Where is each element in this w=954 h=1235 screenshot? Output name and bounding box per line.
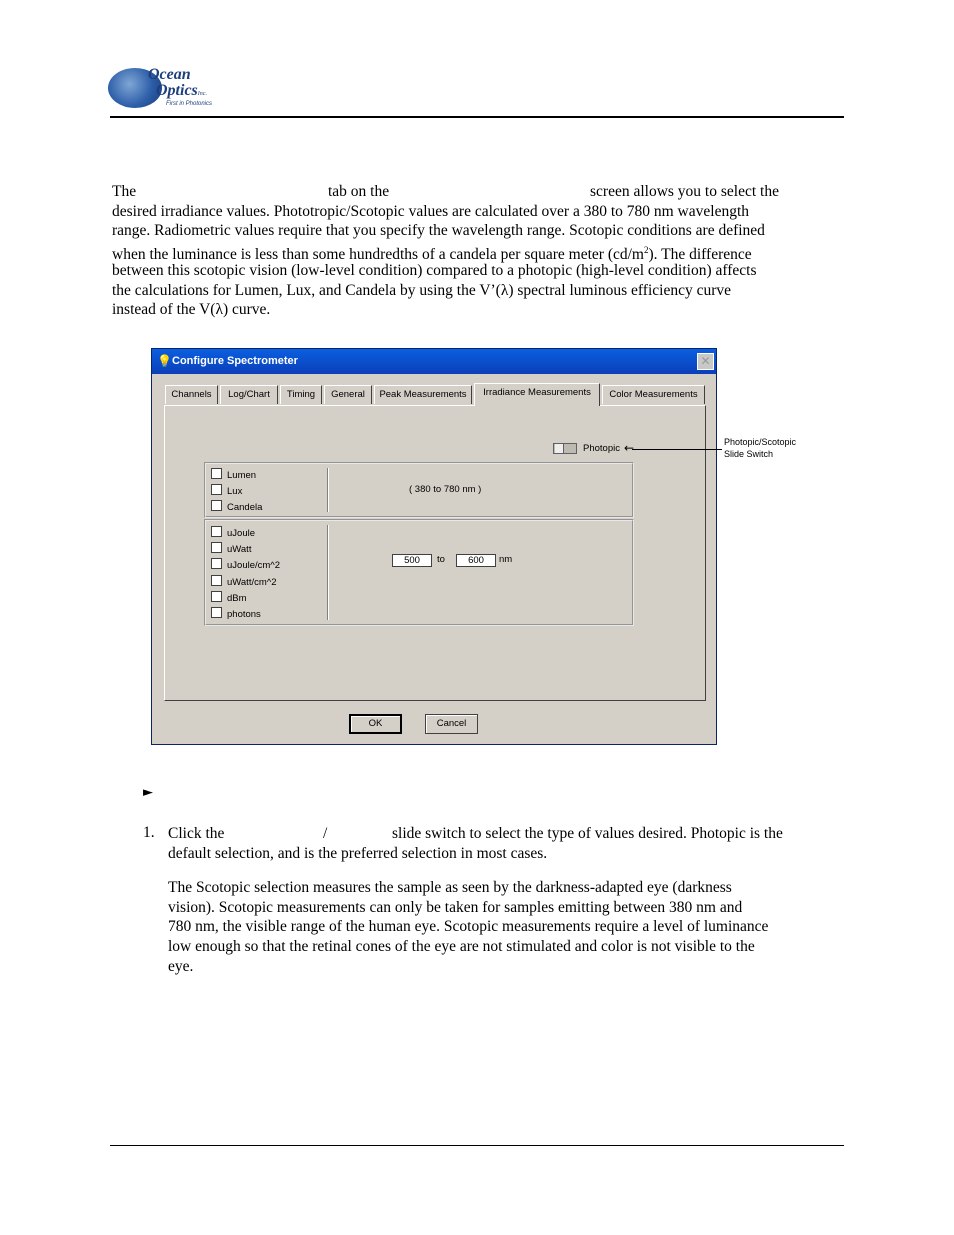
step-1-slash: / bbox=[323, 825, 328, 842]
lightbulb-icon: 💡 bbox=[157, 354, 172, 368]
checkbox-box[interactable] bbox=[211, 575, 222, 586]
logo-optics: Optics bbox=[156, 82, 198, 99]
ok-button[interactable]: OK bbox=[349, 714, 402, 734]
dialog-title: Configure Spectrometer bbox=[172, 355, 298, 367]
tab-color-measurements[interactable]: Color Measurements bbox=[602, 385, 705, 404]
checkbox-label: uWatt/cm^2 bbox=[227, 577, 277, 588]
callout-label bbox=[724, 436, 796, 460]
scotopic-line-5: eye. bbox=[168, 957, 194, 975]
checkbox-uwatt[interactable] bbox=[211, 542, 251, 555]
checkbox-label: photons bbox=[227, 609, 261, 620]
step-1-click-the: Click the bbox=[168, 825, 225, 842]
checkbox-box[interactable] bbox=[211, 500, 222, 511]
checkbox-box[interactable] bbox=[211, 484, 222, 495]
switch-label: Photopic bbox=[583, 443, 620, 454]
wavelength-to-input[interactable]: 600 bbox=[456, 554, 496, 567]
step-1-rest: slide switch to select the type of values desired. Photopic is the bbox=[392, 825, 783, 842]
close-button[interactable]: ✕ bbox=[697, 353, 714, 370]
logo-tagline: First in Photonics bbox=[166, 101, 213, 107]
intro-line-5: between this scotopic vision (low-level condition) compared to a photopic (high-level condition) affects bbox=[112, 261, 757, 279]
scotopic-line-1: The Scotopic selection measures the sample as seen by the darkness-adapted eye (darkness bbox=[168, 879, 732, 896]
checkbox-dbm[interactable] bbox=[211, 591, 247, 604]
scotopic-line-3: 780 nm, the visible range of the human eye. Scotopic measurements require a level of luminance bbox=[168, 918, 769, 936]
checkbox-lumen[interactable] bbox=[211, 468, 256, 481]
checkbox-label: dBm bbox=[227, 593, 247, 604]
intro-the: The bbox=[112, 183, 137, 200]
checkbox-box[interactable] bbox=[211, 468, 222, 479]
callout-line-2: Slide Switch bbox=[724, 449, 774, 459]
intro-tab-on-the: tab on the bbox=[328, 183, 390, 200]
step-1-text bbox=[168, 824, 838, 864]
scotopic-line-4: low enough so that the retinal cones of the eye are not stimulated and color is not visible to the bbox=[168, 938, 755, 956]
radiometric-group bbox=[204, 519, 634, 626]
logo-suffix: Inc. bbox=[197, 91, 207, 97]
intro-line-4b: ). The difference bbox=[648, 246, 752, 264]
cancel-button[interactable]: Cancel bbox=[425, 714, 478, 734]
slide-switch-knob[interactable] bbox=[555, 444, 564, 453]
intro-line-2: desired irradiance values. Phototropic/Scotopic values are calculated over a 380 to 780 nm wavelength bbox=[112, 202, 750, 220]
checkbox-label: Lumen bbox=[227, 470, 257, 481]
procedure-bullet-icon: ► bbox=[143, 785, 153, 800]
checkbox-box[interactable] bbox=[211, 591, 222, 602]
intro-screen-allows: screen allows you to select the bbox=[590, 183, 779, 200]
checkbox-box[interactable] bbox=[211, 526, 222, 537]
checkbox-photons[interactable] bbox=[211, 607, 261, 620]
step-1-line-1 bbox=[168, 824, 838, 844]
tab-timing[interactable]: Timing bbox=[280, 385, 322, 404]
wavelength-from-input[interactable]: 500 bbox=[392, 554, 432, 567]
checkbox-uwatt-cm2[interactable] bbox=[211, 575, 277, 588]
callout-arrow-icon: ← bbox=[624, 441, 635, 455]
intro-line-4a: when the luminance is less than some hundredths of a candela per square meter (cd/m bbox=[112, 246, 644, 264]
logo-text-ocean: Ocean bbox=[148, 66, 191, 83]
step-1-line-2: default selection, and is the preferred selection in most cases. bbox=[168, 844, 548, 862]
tab-peak-measurements[interactable]: Peak Measurements bbox=[374, 385, 472, 404]
intro-line-7: instead of the V(λ) curve. bbox=[112, 301, 271, 319]
to-label: to bbox=[437, 554, 445, 565]
superscript-2: 2 bbox=[644, 245, 649, 256]
group-divider bbox=[327, 525, 329, 620]
tab-log-chart[interactable]: Log/Chart bbox=[220, 385, 278, 404]
checkbox-label: uWatt bbox=[227, 544, 252, 555]
callout-line-1: Photopic/Scotopic bbox=[724, 437, 797, 447]
checkbox-box[interactable] bbox=[211, 558, 222, 569]
checkbox-label: Lux bbox=[227, 486, 243, 497]
photometric-group bbox=[204, 462, 634, 518]
intro-line-1 bbox=[112, 182, 838, 202]
checkbox-box[interactable] bbox=[211, 542, 222, 553]
header-rule bbox=[110, 116, 844, 118]
tab-irradiance-measurements[interactable]: Irradiance Measurements bbox=[474, 383, 600, 406]
checkbox-ujoule-cm2[interactable] bbox=[211, 558, 280, 571]
step-number: 1. bbox=[143, 824, 155, 841]
checkbox-label: uJoule/cm^2 bbox=[227, 560, 281, 571]
scotopic-paragraph bbox=[168, 878, 838, 978]
checkbox-label: Candela bbox=[227, 502, 263, 513]
nm-unit-label: nm bbox=[499, 554, 513, 565]
title-bar[interactable] bbox=[152, 349, 716, 374]
callout-line bbox=[632, 449, 722, 450]
checkbox-ujoule[interactable] bbox=[211, 526, 255, 539]
scotopic-line-2: vision). Scotopic measurements can only be taken for samples emitting between 380 nm and bbox=[168, 898, 743, 916]
intro-line-6: the calculations for Lumen, Lux, and Candela by using the V’(λ) spectral luminous efficiency curve bbox=[112, 281, 732, 299]
tab-channels[interactable]: Channels bbox=[165, 385, 218, 404]
tab-general[interactable]: General bbox=[324, 385, 372, 404]
intro-line-3: range. Radiometric values require that you specify the wavelength range. Scotopic conditions are defined bbox=[112, 222, 765, 240]
intro-paragraph bbox=[112, 182, 838, 322]
footer-rule bbox=[110, 1145, 844, 1146]
photopic-scotopic-slide-switch[interactable] bbox=[553, 443, 577, 454]
ocean-optics-logo bbox=[108, 64, 228, 114]
configure-spectrometer-dialog bbox=[151, 348, 717, 745]
checkbox-box[interactable] bbox=[211, 607, 222, 618]
checkbox-candela[interactable] bbox=[211, 500, 262, 513]
checkbox-label: uJoule bbox=[227, 528, 255, 539]
group-divider bbox=[327, 468, 329, 512]
logo-text-optics bbox=[156, 82, 207, 100]
checkbox-lux[interactable] bbox=[211, 484, 242, 497]
wavelength-range-note: ( 380 to 780 nm ) bbox=[409, 484, 482, 495]
